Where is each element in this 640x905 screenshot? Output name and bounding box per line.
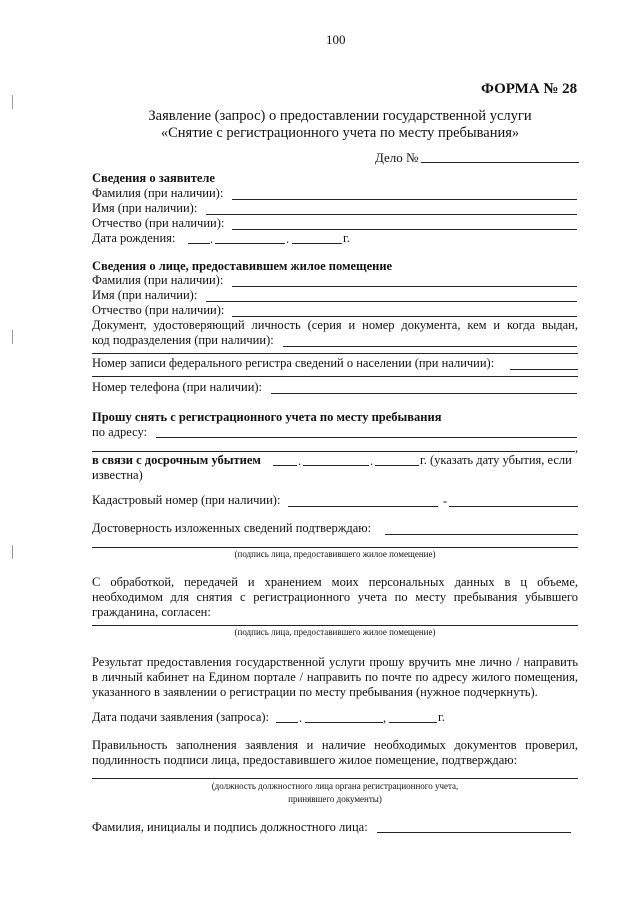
scan-margin-mark <box>12 330 13 344</box>
federal-record-label: Номер записи федерального регистра сведений о населении (при наличии): <box>92 356 495 370</box>
form-label: ФОРМА № 28 <box>481 81 578 97</box>
result-text-line3: указанного в заявлении о регистрации по месту пребывания (нужное подчеркнуть). <box>92 685 538 699</box>
date-separator: . <box>210 232 214 246</box>
consent-signature-caption: (подпись лица, предоставившего жилое помещение) <box>234 627 436 637</box>
applicant-name-label: Имя (при наличии): <box>92 201 198 215</box>
date-separator: . <box>299 711 303 725</box>
owner-surname-label: Фамилия (при наличии): <box>92 273 224 287</box>
submit-month-field[interactable] <box>305 722 383 723</box>
cadastral-label: Кадастровый номер (при наличии): <box>92 493 281 507</box>
consent-signature-field[interactable] <box>92 625 578 626</box>
departure-date-hint: г. (указать дату убытия, если <box>420 453 572 467</box>
applicant-heading: Сведения о заявителе <box>92 171 215 185</box>
early-departure-label: в связи с досрочным убытием <box>92 453 261 467</box>
applicant-surname-label: Фамилия (при наличии): <box>92 186 224 200</box>
official-position-caption: (должность должностного лица органа регистрационного учета, <box>211 781 459 791</box>
confirm-label: Достоверность изложенных сведений подтверждаю: <box>92 521 372 535</box>
applicant-birth-label: Дата рождения: <box>92 231 176 245</box>
case-number-label: Дело № <box>375 150 419 165</box>
date-separator: , <box>383 711 387 725</box>
applicant-patronymic-field[interactable] <box>232 229 577 230</box>
address-field-2[interactable] <box>92 451 575 452</box>
owner-document-label-cont: код подразделения (при наличии): <box>92 333 274 347</box>
scan-margin-mark <box>12 95 13 109</box>
date-separator: . <box>298 454 302 468</box>
applicant-birth-year-field[interactable] <box>292 243 342 244</box>
federal-record-field-2[interactable] <box>92 376 578 377</box>
scan-margin-mark <box>12 545 13 559</box>
owner-signature-caption: (подпись лица, предоставившего жилое помещение) <box>234 549 436 559</box>
departure-month-field[interactable] <box>303 465 369 466</box>
form-title-line2: «Снятие с регистрационного учета по месту пребывания» <box>160 125 520 141</box>
owner-heading: Сведения о лице, предоставившем жилое помещение <box>92 259 393 273</box>
official-sign-field[interactable] <box>377 832 571 833</box>
phone-label: Номер телефона (при наличии): <box>92 380 263 394</box>
departure-year-field[interactable] <box>375 465 419 466</box>
owner-document-label: Документ, удостоверяющий личность (серия и номер документа, кем и когда выдан, <box>92 318 578 332</box>
page-number: 100 <box>326 32 346 47</box>
owner-document-field-2[interactable] <box>92 353 578 354</box>
submit-date-label: Дата подачи заявления (запроса): <box>92 710 270 724</box>
submit-year-field[interactable] <box>389 722 437 723</box>
phone-field[interactable] <box>271 393 577 394</box>
owner-document-field[interactable] <box>283 346 577 347</box>
consent-text-line3: гражданина, согласен: <box>92 605 211 619</box>
departure-day-field[interactable] <box>273 465 297 466</box>
applicant-name-field[interactable] <box>206 214 577 215</box>
applicant-surname-field[interactable] <box>232 199 577 200</box>
cadastral-field[interactable] <box>288 506 438 507</box>
confirm-field[interactable] <box>385 534 578 535</box>
address-comma: , <box>575 441 579 455</box>
owner-signature-field[interactable] <box>92 547 578 548</box>
cadastral-field-2[interactable] <box>449 506 578 507</box>
address-label: по адресу: <box>92 425 148 439</box>
official-sign-label: Фамилия, инициалы и подпись должностного лица: <box>92 820 368 834</box>
official-position-field[interactable] <box>92 778 578 779</box>
owner-surname-field[interactable] <box>232 286 577 287</box>
consent-text-line2: необходимом для снятия с регистрационного учета по месту пребывания убывшего <box>92 590 578 604</box>
owner-patronymic-field[interactable] <box>232 316 577 317</box>
applicant-birth-month-field[interactable] <box>215 243 285 244</box>
request-heading: Прошу снять с регистрационного учета по месту пребывания <box>92 410 442 424</box>
check-text-line1: Правильность заполнения заявления и наличие необходимых документов проверил, <box>92 738 578 752</box>
result-text-line1: Результат предоставления государственной услуги прошу вручить мне лично / направить <box>92 655 578 669</box>
owner-name-label: Имя (при наличии): <box>92 288 198 302</box>
date-separator: . <box>370 454 374 468</box>
case-number-field[interactable] <box>421 162 579 163</box>
departure-date-hint-cont: известна) <box>92 468 143 482</box>
applicant-patronymic-label: Отчество (при наличии): <box>92 216 225 230</box>
result-text-line2: в личный кабинет на Едином портале / направить по почте по адресу жилого помещения, <box>92 670 578 684</box>
date-separator: . <box>286 232 290 246</box>
year-suffix: г. <box>343 231 350 245</box>
consent-text-line1: С обработкой, передачей и хранением моих персональных данных в ц объеме, <box>92 575 578 589</box>
check-text-line2: подлинность подписи лица, предоставившего жилое помещение, подтверждаю: <box>92 753 518 767</box>
form-title-line1: Заявление (запрос) о предоставлении государственной услуги <box>148 108 532 124</box>
submit-year-suffix: г. <box>438 710 445 724</box>
owner-patronymic-label: Отчество (при наличии): <box>92 303 225 317</box>
official-position-caption-cont: принявшего документы) <box>288 794 382 804</box>
address-field[interactable] <box>156 437 577 438</box>
cadastral-dash: - <box>443 494 448 508</box>
owner-name-field[interactable] <box>206 301 577 302</box>
submit-day-field[interactable] <box>276 722 298 723</box>
federal-record-field[interactable] <box>510 369 578 370</box>
applicant-birth-day-field[interactable] <box>188 243 210 244</box>
